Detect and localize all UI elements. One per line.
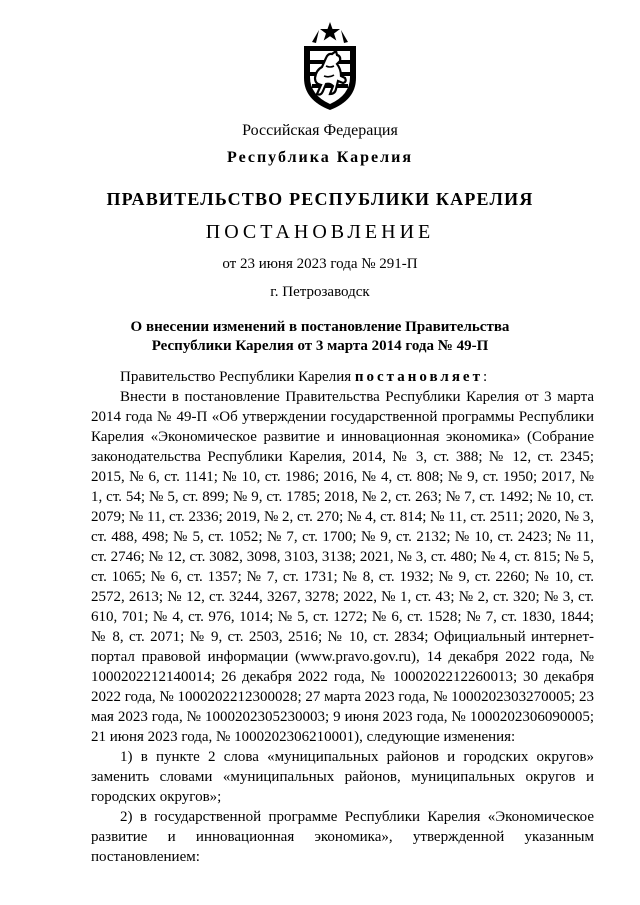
document-type-heading: ПОСТАНОВЛЕНИЕ (205, 221, 435, 243)
amendment-item-1: 1) в пункте 2 слова «муниципальных районов и городских округов» заменить словами «муниципальных районов, муниципальных округов и городских округов»; (91, 749, 594, 805)
government-heading: ПРАВИТЕЛЬСТВО РЕСПУБЛИКИ КАРЕЛИЯ (106, 189, 534, 209)
document-date-number: от 23 июня 2023 года № 291-П (222, 256, 418, 272)
document-title-line-2: Республики Карелия от 3 марта 2014 года № 49-П (151, 338, 489, 354)
intro-keyword: постановляет (354, 369, 483, 385)
amendment-item-2: 2) в государственной программе Республики Карелия «Экономическое развитие и инновационная экономика», утвержденной указанным постановлением: (91, 809, 594, 865)
amendment-paragraph: Внести в постановление Правительства Республики Карелия от 3 марта 2014 года № 49-П «Об утверждении государственной программы Республики Карелия «Экономическое развитие и инновационная экономика» (Собрание законодательства Республики Карелия, 2014, № 3, ст. 388; № 12, ст. 2345; 2015, № 6, ст. 1141; № 10, ст. 1986; 2016, № 4, ст. 808; № 9, ст. 1950; 2017, № 1, ст. 54; № 5, ст. 899; № 9, ст. 1785; 2018, № 2, ст. 263; № 7, ст. 1492; № 10, ст. 2079; № 11, ст. 2336; 2019, № 2, ст. 270; № 4, ст. 814; № 11, ст. 2511; 2020, № 3, ст. 488, 498; № 5, ст. 1052; № 7, ст. 1700; № 9, ст. 2132; № 10, ст. 2423; № 11, ст. 2746; № 12, ст. 3082, 3098, 3103, 3138; 2021, № 3, ст. 480; № 4, ст. 815; № 5, ст. 1065; № 6, ст. 1357; № 7, ст. 1731; № 8, ст. 1932; № 9, ст. 2260; № 10, ст. 2572, 2613; № 12, ст. 3244, 3267, 3278; 2022, № 1, ст. 43; № 2, ст. 320; № 3, ст. 610, 701; № 4, ст. 976, 1014; № 5, ст. 1272; № 6, ст. 1528; № 7, ст. 1830, 1844; № 8, ст. 2071; № 9, ст. 2503, 2516; № 10, ст. 2834; Официальный интернет-портал правовой информации (www.pravo.gov.ru), 14 декабря 2022 года, № 1000202212140014; 26 декабря 2022 года, № 1000202212260013; 30 декабря 2022 года, № 1000202212300028; 27 марта 2023 года, № 1000202303270005; 23 мая 2023 года, № 1000202305230003; 9 июня 2023 года, № 1000202306090005; 21 июня 2023 года, № 1000202306210001), следующие изменения: (91, 389, 594, 745)
intro-suffix: : (482, 369, 488, 385)
document-title (0, 318, 640, 356)
coat-of-arms-emblem (299, 20, 361, 112)
document-body (91, 367, 594, 867)
intro-prefix: Правительство Республики Карелия (120, 369, 352, 385)
federation-label: Российская Федерация (242, 122, 398, 139)
intro-paragraph (91, 367, 594, 387)
document-title-line-1: О внесении изменений в постановление Правительства (130, 319, 510, 335)
republic-label: Республика Карелия (227, 149, 413, 166)
city-label: г. Петрозаводск (270, 284, 370, 300)
